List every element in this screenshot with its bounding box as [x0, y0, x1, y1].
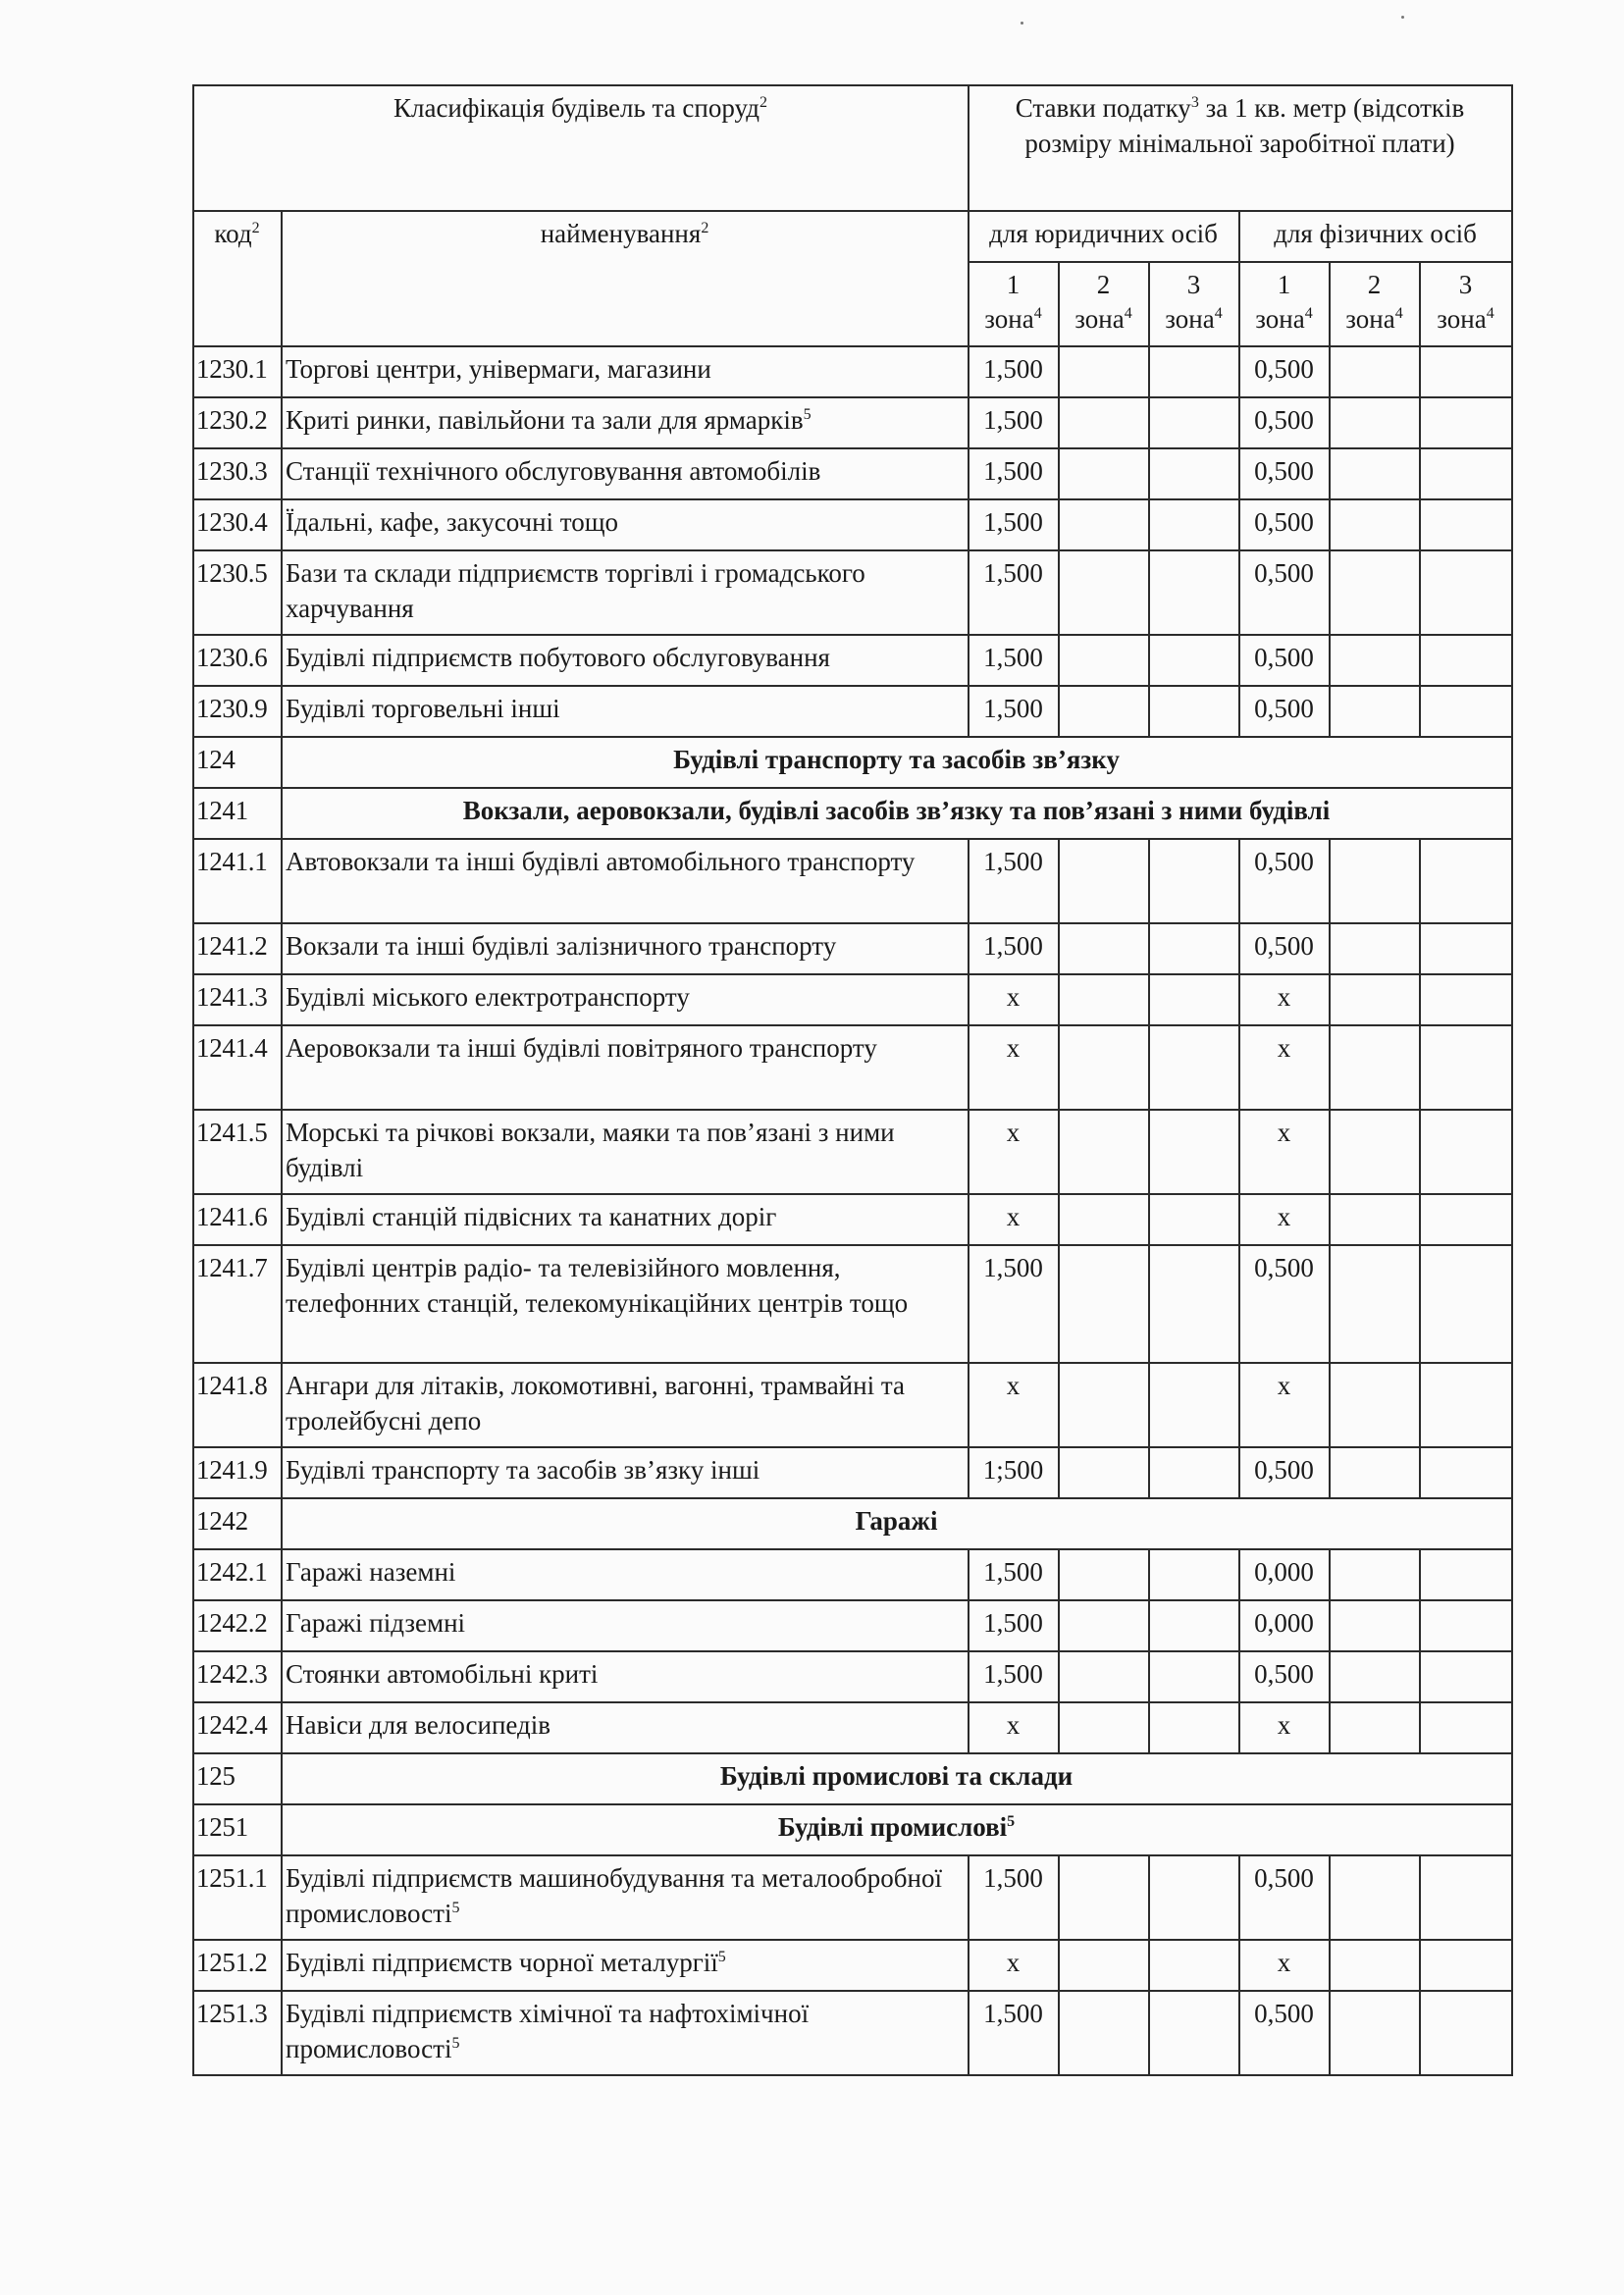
row-code: 1230.5 — [193, 550, 282, 635]
row-code: 1242.4 — [193, 1702, 282, 1753]
empty-rate-cell — [1330, 346, 1420, 397]
empty-rate-cell — [1420, 1245, 1512, 1363]
empty-rate-cell — [1330, 1651, 1420, 1702]
legal-zone1-rate: 1,500 — [969, 1549, 1059, 1600]
row-name: Вокзали та інші будівлі залізничного транспорту — [282, 923, 969, 974]
row-name: Їдальні, кафе, закусочні тощо — [282, 499, 969, 550]
individual-zone1-rate: х — [1239, 1940, 1330, 1991]
empty-rate-cell — [1420, 1651, 1512, 1702]
table-row — [193, 1245, 1512, 1363]
row-name: Будівлі підприємств чорної металургії$^5$ — [282, 1940, 969, 1991]
zone-header — [1330, 262, 1420, 346]
table-row — [193, 1549, 1512, 1600]
row-code: 1242.1 — [193, 1549, 282, 1600]
individual-zone1-rate: 0,500 — [1239, 550, 1330, 635]
row-code: 1230.2 — [193, 397, 282, 448]
legal-zone1-rate: 1,500 — [969, 550, 1059, 635]
individual-zone1-rate: 0,500 — [1239, 635, 1330, 686]
empty-rate-cell — [1059, 1600, 1149, 1651]
row-code: 1251.1 — [193, 1855, 282, 1940]
empty-rate-cell — [1330, 1855, 1420, 1940]
empty-rate-cell — [1059, 1025, 1149, 1110]
legal-zone1-rate: х — [969, 1194, 1059, 1245]
empty-rate-cell — [1149, 1110, 1239, 1194]
row-name: Бази та склади підприємств торгівлі і громадського харчування — [282, 550, 969, 635]
empty-rate-cell — [1149, 1855, 1239, 1940]
empty-rate-cell — [1420, 974, 1512, 1025]
empty-rate-cell — [1330, 974, 1420, 1025]
row-name: Стоянки автомобільні криті — [282, 1651, 969, 1702]
empty-rate-cell — [1420, 1025, 1512, 1110]
empty-rate-cell — [1330, 1549, 1420, 1600]
section-title: Будівлі транспорту та засобів зв’язку — [282, 737, 1512, 788]
table-row — [193, 1600, 1512, 1651]
legal-zone1-rate: 1,500 — [969, 686, 1059, 737]
individual-zone1-rate: 0,000 — [1239, 1549, 1330, 1600]
row-code: 1241.6 — [193, 1194, 282, 1245]
scan-speck — [1401, 16, 1404, 19]
empty-rate-cell — [1059, 1549, 1149, 1600]
table-row — [193, 1363, 1512, 1447]
empty-rate-cell — [1420, 1702, 1512, 1753]
empty-rate-cell — [1059, 1940, 1149, 1991]
zone-label: зона$^4$ — [984, 303, 1042, 334]
row-name: Будівлі підприємств машинобудування та металообробної промисловості$^5$ — [282, 1855, 969, 1940]
row-code: 1251 — [193, 1804, 282, 1855]
empty-rate-cell — [1059, 1702, 1149, 1753]
table-row — [193, 1651, 1512, 1702]
table-row — [193, 1447, 1512, 1498]
zone-header — [1239, 262, 1330, 346]
individual-zone1-rate: х — [1239, 1363, 1330, 1447]
row-code: 1241.5 — [193, 1110, 282, 1194]
table-row — [193, 686, 1512, 737]
table-row — [193, 974, 1512, 1025]
legal-zone1-rate: х — [969, 1702, 1059, 1753]
row-code: 1241.1 — [193, 839, 282, 923]
empty-rate-cell — [1420, 1194, 1512, 1245]
scan-speck — [1021, 22, 1023, 25]
zone-header — [1059, 262, 1149, 346]
zone-label: зона$^4$ — [1437, 303, 1494, 334]
empty-rate-cell — [1149, 1245, 1239, 1363]
empty-rate-cell — [1330, 1991, 1420, 2075]
row-code: 1241.3 — [193, 974, 282, 1025]
empty-rate-cell — [1149, 448, 1239, 499]
table-row — [193, 1110, 1512, 1194]
legal-zone1-rate: 1,500 — [969, 1651, 1059, 1702]
zone-header — [1420, 262, 1512, 346]
row-code: 1242.2 — [193, 1600, 282, 1651]
zone-number: 1 — [1277, 270, 1291, 299]
row-name: Навіси для велосипедів — [282, 1702, 969, 1753]
empty-rate-cell — [1149, 346, 1239, 397]
empty-rate-cell — [1149, 1549, 1239, 1600]
name-header: найменування$^2$ — [282, 211, 969, 346]
empty-rate-cell — [1059, 550, 1149, 635]
empty-rate-cell — [1420, 839, 1512, 923]
header-row-top — [193, 85, 1512, 211]
row-name: Будівлі міського електротранспорту — [282, 974, 969, 1025]
section-row — [193, 1804, 1512, 1855]
row-name: Торгові центри, універмаги, магазини — [282, 346, 969, 397]
row-code: 1251.2 — [193, 1940, 282, 1991]
empty-rate-cell — [1330, 1110, 1420, 1194]
row-name: Морські та річкові вокзали, маяки та пов’язані з ними будівлі — [282, 1110, 969, 1194]
zone-number: 1 — [1006, 270, 1021, 299]
empty-rate-cell — [1330, 923, 1420, 974]
row-name: Будівлі торговельні інші — [282, 686, 969, 737]
row-code: 1230.4 — [193, 499, 282, 550]
empty-rate-cell — [1059, 1991, 1149, 2075]
zone-number: 3 — [1186, 270, 1201, 299]
row-code: 1241.9 — [193, 1447, 282, 1498]
empty-rate-cell — [1330, 550, 1420, 635]
table-row — [193, 1991, 1512, 2075]
empty-rate-cell — [1420, 686, 1512, 737]
empty-rate-cell — [1420, 1549, 1512, 1600]
empty-rate-cell — [1149, 397, 1239, 448]
empty-rate-cell — [1059, 923, 1149, 974]
empty-rate-cell — [1330, 686, 1420, 737]
individual-zone1-rate: 0,000 — [1239, 1600, 1330, 1651]
row-name: Ангари для літаків, локомотивні, вагонні, трамвайні та тролейбусні депо — [282, 1363, 969, 1447]
empty-rate-cell — [1420, 346, 1512, 397]
legal-zone1-rate: 1,500 — [969, 839, 1059, 923]
empty-rate-cell — [1330, 448, 1420, 499]
row-code: 124 — [193, 737, 282, 788]
row-code: 1242 — [193, 1498, 282, 1549]
empty-rate-cell — [1330, 1363, 1420, 1447]
individual-zone1-rate: 0,500 — [1239, 1855, 1330, 1940]
table-row — [193, 635, 1512, 686]
empty-rate-cell — [1059, 1110, 1149, 1194]
row-name: Будівлі транспорту та засобів зв’язку інші — [282, 1447, 969, 1498]
legal-zone1-rate: 1,500 — [969, 346, 1059, 397]
empty-rate-cell — [1149, 1600, 1239, 1651]
row-name: Аеровокзали та інші будівлі повітряного транспорту — [282, 1025, 969, 1110]
individual-zone1-rate: х — [1239, 1702, 1330, 1753]
table-row — [193, 1855, 1512, 1940]
legal-zone1-rate: 1,500 — [969, 1855, 1059, 1940]
individual-zone1-rate: 0,500 — [1239, 839, 1330, 923]
classification-header: Класифікація будівель та споруд$^2$ — [193, 85, 969, 211]
empty-rate-cell — [1149, 974, 1239, 1025]
table-row — [193, 448, 1512, 499]
legal-zone1-rate: х — [969, 1110, 1059, 1194]
empty-rate-cell — [1149, 839, 1239, 923]
zone-label: зона$^4$ — [1255, 303, 1313, 334]
individual-zone1-rate: х — [1239, 1110, 1330, 1194]
empty-rate-cell — [1149, 499, 1239, 550]
table-row — [193, 1194, 1512, 1245]
section-row — [193, 1753, 1512, 1804]
table-row — [193, 923, 1512, 974]
row-code: 1241.8 — [193, 1363, 282, 1447]
empty-rate-cell — [1420, 397, 1512, 448]
empty-rate-cell — [1059, 1651, 1149, 1702]
empty-rate-cell — [1149, 1194, 1239, 1245]
empty-rate-cell — [1059, 974, 1149, 1025]
zone-number: 3 — [1458, 270, 1473, 299]
individual-zone1-rate: 0,500 — [1239, 346, 1330, 397]
empty-rate-cell — [1059, 1363, 1149, 1447]
individual-zone1-rate: 0,500 — [1239, 1447, 1330, 1498]
row-code: 1241.2 — [193, 923, 282, 974]
table-row — [193, 550, 1512, 635]
row-code: 1230.1 — [193, 346, 282, 397]
row-code: 1241.7 — [193, 1245, 282, 1363]
table-row — [193, 1025, 1512, 1110]
empty-rate-cell — [1420, 1110, 1512, 1194]
legal-zone1-rate: х — [969, 1025, 1059, 1110]
empty-rate-cell — [1059, 1245, 1149, 1363]
section-title: Будівлі промислові$^5$ — [282, 1804, 1512, 1855]
rates-header: Ставки податку$^3$ за 1 кв. метр (відсотків розміру мінімальної заробітної плати) — [969, 85, 1512, 211]
section-title: Вокзали, аеровокзали, будівлі засобів зв’язку та пов’язані з ними будівлі — [282, 788, 1512, 839]
empty-rate-cell — [1330, 397, 1420, 448]
empty-rate-cell — [1059, 397, 1149, 448]
row-code: 1230.3 — [193, 448, 282, 499]
legal-entities-header: для юридичних осіб — [969, 211, 1239, 262]
legal-zone1-rate: 1,500 — [969, 1991, 1059, 2075]
legal-zone1-rate: 1;500 — [969, 1447, 1059, 1498]
empty-rate-cell — [1420, 1600, 1512, 1651]
table-row — [193, 1702, 1512, 1753]
empty-rate-cell — [1059, 1855, 1149, 1940]
empty-rate-cell — [1420, 499, 1512, 550]
individual-zone1-rate: х — [1239, 1025, 1330, 1110]
empty-rate-cell — [1149, 1447, 1239, 1498]
row-name: Гаражі наземні — [282, 1549, 969, 1600]
empty-rate-cell — [1330, 1447, 1420, 1498]
table-row — [193, 346, 1512, 397]
empty-rate-cell — [1149, 686, 1239, 737]
section-title: Гаражі — [282, 1498, 1512, 1549]
empty-rate-cell — [1149, 1363, 1239, 1447]
zone-header — [969, 262, 1059, 346]
individual-zone1-rate: 0,500 — [1239, 686, 1330, 737]
row-code: 1241.4 — [193, 1025, 282, 1110]
empty-rate-cell — [1330, 499, 1420, 550]
empty-rate-cell — [1330, 1025, 1420, 1110]
empty-rate-cell — [1149, 1702, 1239, 1753]
empty-rate-cell — [1420, 1855, 1512, 1940]
legal-zone1-rate: 1,500 — [969, 397, 1059, 448]
empty-rate-cell — [1059, 346, 1149, 397]
row-code: 1242.3 — [193, 1651, 282, 1702]
header-row-group — [193, 211, 1512, 262]
zone-number: 2 — [1367, 270, 1382, 299]
empty-rate-cell — [1059, 635, 1149, 686]
empty-rate-cell — [1059, 499, 1149, 550]
empty-rate-cell — [1149, 1991, 1239, 2075]
legal-zone1-rate: 1,500 — [969, 499, 1059, 550]
table-row — [193, 839, 1512, 923]
empty-rate-cell — [1420, 1447, 1512, 1498]
legal-zone1-rate: х — [969, 974, 1059, 1025]
empty-rate-cell — [1059, 839, 1149, 923]
individual-zone1-rate: х — [1239, 974, 1330, 1025]
empty-rate-cell — [1420, 635, 1512, 686]
section-row — [193, 737, 1512, 788]
row-name: Будівлі центрів радіо- та телевізійного мовлення, телефонних станцій, телекомунікаційних центрів тощо — [282, 1245, 969, 1363]
empty-rate-cell — [1330, 1600, 1420, 1651]
empty-rate-cell — [1149, 1651, 1239, 1702]
empty-rate-cell — [1059, 1447, 1149, 1498]
row-code: 1230.9 — [193, 686, 282, 737]
tax-rates-table — [192, 84, 1513, 2076]
zone-label: зона$^4$ — [1165, 303, 1223, 334]
row-name: Станції технічного обслуговування автомобілів — [282, 448, 969, 499]
empty-rate-cell — [1420, 448, 1512, 499]
row-name: Будівлі підприємств хімічної та нафтохімічної промисловості$^5$ — [282, 1991, 969, 2075]
legal-zone1-rate: 1,500 — [969, 1600, 1059, 1651]
row-name: Гаражі підземні — [282, 1600, 969, 1651]
empty-rate-cell — [1420, 923, 1512, 974]
table-row — [193, 499, 1512, 550]
empty-rate-cell — [1059, 448, 1149, 499]
row-code: 1241 — [193, 788, 282, 839]
individual-zone1-rate: 0,500 — [1239, 1991, 1330, 2075]
individual-zone1-rate: 0,500 — [1239, 923, 1330, 974]
legal-zone1-rate: 1,500 — [969, 635, 1059, 686]
individual-zone1-rate: 0,500 — [1239, 1651, 1330, 1702]
empty-rate-cell — [1149, 923, 1239, 974]
table-row — [193, 397, 1512, 448]
individual-zone1-rate: х — [1239, 1194, 1330, 1245]
empty-rate-cell — [1420, 1991, 1512, 2075]
row-name: Будівлі підприємств побутового обслуговування — [282, 635, 969, 686]
code-header: код$^2$ — [193, 211, 282, 346]
zone-label: зона$^4$ — [1345, 303, 1403, 334]
individual-zone1-rate: 0,500 — [1239, 448, 1330, 499]
empty-rate-cell — [1330, 1194, 1420, 1245]
empty-rate-cell — [1330, 1702, 1420, 1753]
empty-rate-cell — [1420, 1363, 1512, 1447]
individuals-header: для фізичних осіб — [1239, 211, 1512, 262]
row-name: Криті ринки, павільйони та зали для ярмарків$^5$ — [282, 397, 969, 448]
empty-rate-cell — [1330, 635, 1420, 686]
legal-zone1-rate: 1,500 — [969, 448, 1059, 499]
empty-rate-cell — [1330, 1940, 1420, 1991]
zone-label: зона$^4$ — [1074, 303, 1132, 334]
empty-rate-cell — [1149, 1940, 1239, 1991]
empty-rate-cell — [1149, 635, 1239, 686]
legal-zone1-rate: 1,500 — [969, 1245, 1059, 1363]
section-row — [193, 1498, 1512, 1549]
empty-rate-cell — [1149, 550, 1239, 635]
row-name: Автовокзали та інші будівлі автомобільного транспорту — [282, 839, 969, 923]
zone-number: 2 — [1096, 270, 1111, 299]
legal-zone1-rate: х — [969, 1363, 1059, 1447]
table-row — [193, 1940, 1512, 1991]
zone-header — [1149, 262, 1239, 346]
empty-rate-cell — [1149, 1025, 1239, 1110]
empty-rate-cell — [1330, 839, 1420, 923]
empty-rate-cell — [1059, 686, 1149, 737]
empty-rate-cell — [1420, 1940, 1512, 1991]
section-title: Будівлі промислові та склади — [282, 1753, 1512, 1804]
empty-rate-cell — [1059, 1194, 1149, 1245]
individual-zone1-rate: 0,500 — [1239, 397, 1330, 448]
row-code: 125 — [193, 1753, 282, 1804]
individual-zone1-rate: 0,500 — [1239, 1245, 1330, 1363]
row-code: 1230.6 — [193, 635, 282, 686]
legal-zone1-rate: х — [969, 1940, 1059, 1991]
legal-zone1-rate: 1,500 — [969, 923, 1059, 974]
row-code: 1251.3 — [193, 1991, 282, 2075]
row-name: Будівлі станцій підвісних та канатних доріг — [282, 1194, 969, 1245]
empty-rate-cell — [1420, 550, 1512, 635]
section-row — [193, 788, 1512, 839]
individual-zone1-rate: 0,500 — [1239, 499, 1330, 550]
empty-rate-cell — [1330, 1245, 1420, 1363]
